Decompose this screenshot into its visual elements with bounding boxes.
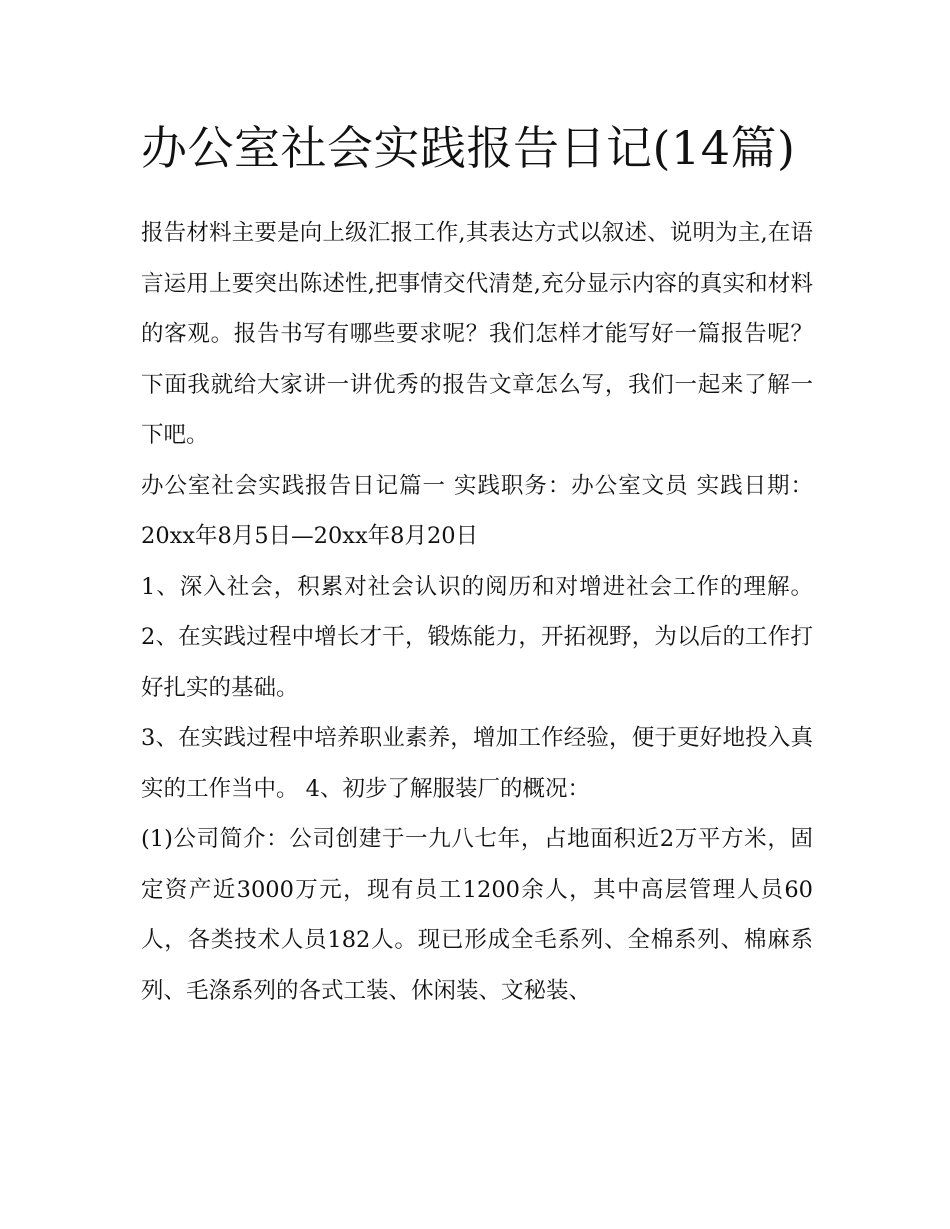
document-title: 办公室社会实践报告日记(14篇) xyxy=(141,121,796,175)
objectives-paragraph: 1、深入社会，积累对社会认识的阅历和对增进社会工作的理解。 2、在实践过程中增长才干，锻炼能力，开拓视野，为以后的工作打好扎实的基础。 xyxy=(141,573,813,701)
objectives-paragraph-continued: 3、在实践过程中培养职业素养，增加工作经验，便于更好地投入真实的工作当中。 4、初步了解服装厂的概况： xyxy=(141,725,813,802)
document-page xyxy=(141,108,813,1016)
section-one-header: 办公室社会实践报告日记篇一 实践职务：办公室文员 实践日期：20xx年8月5日—20xx年8月20日 xyxy=(141,472,813,549)
company-intro-paragraph: (1)公司简介：公司创建于一九八七年，占地面积近2万平方米，固定资产近3000万元，现有员工1200余人，其中高层管理人员60人，各类技术人员182人。现已形成全毛系列、全棉系列、棉麻系列、毛涤系列的各式工装、休闲装、文秘装、 xyxy=(141,826,813,1004)
document-body xyxy=(141,208,813,1016)
intro-paragraph: 报告材料主要是向上级汇报工作,其表达方式以叙述、说明为主,在语言运用上要突出陈述性,把事情交代清楚,充分显示内容的真实和材料的客观。报告书写有哪些要求呢？我们怎样才能写好一篇报告呢？下面我就给大家讲一讲优秀的报告文章怎么写，我们一起来了解一下吧。 xyxy=(141,220,813,448)
